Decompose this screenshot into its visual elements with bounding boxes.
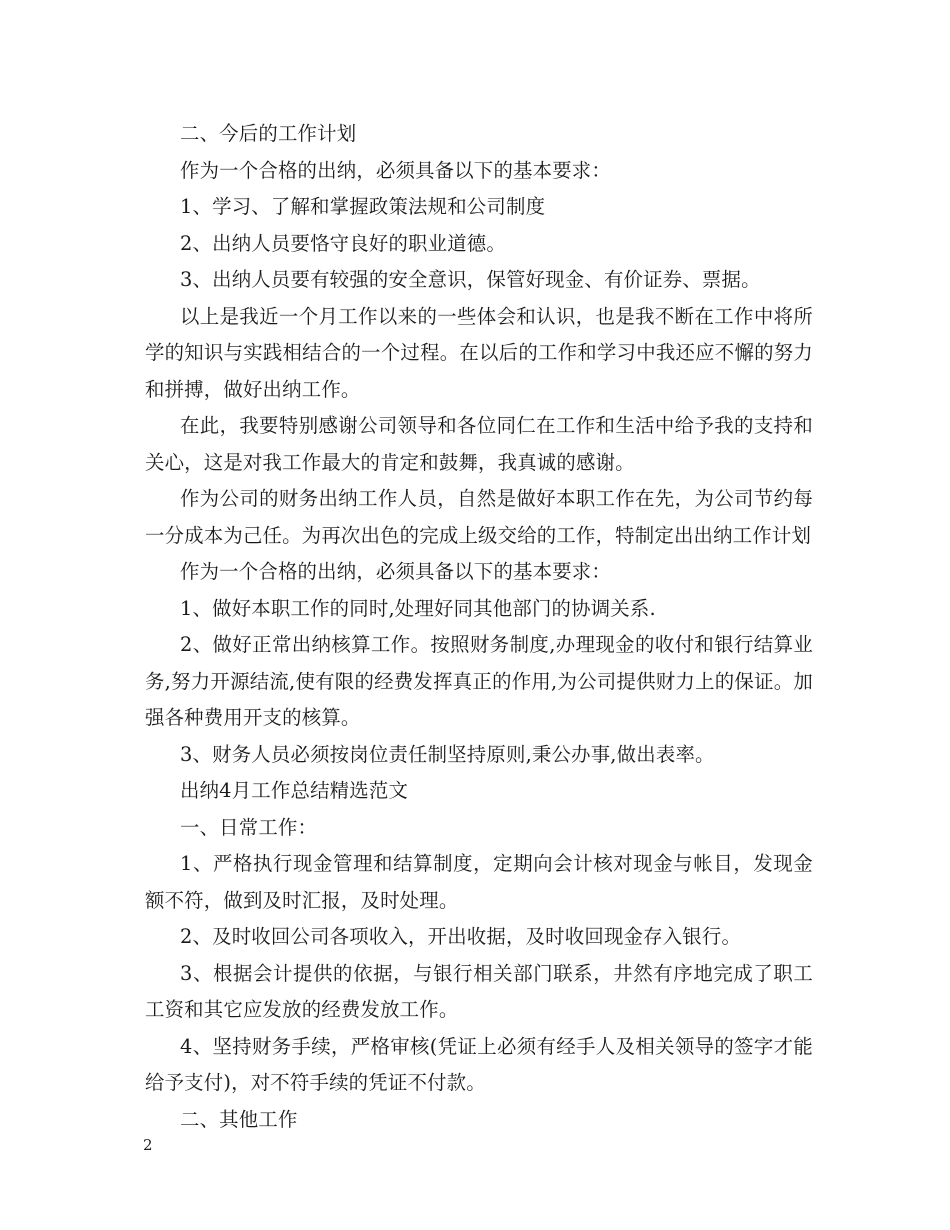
list-item: 1、做好本职工作的同时,处理好同其他部门的协调关系. bbox=[180, 596, 656, 620]
paragraph: 在此，我要特别感谢公司领导和各位同仁在工作和生活中给予我的支持和关心，这是对我工作最大的肯定和鼓舞，我真诚的感谢。 bbox=[145, 414, 813, 474]
paragraph: 作为公司的财务出纳工作人员，自然是做好本职工作在先，为公司节约每一分成本为己任。为再次出色的完成上级交给的工作，特制定出出纳工作计划 bbox=[145, 487, 813, 547]
list-item: 2、做好正常出纳核算工作。按照财务制度,办理现金的收付和银行结算业务,努力开源结流,使有限的经费发挥真正的作用,为公司提供财力上的保证。加强各种费用开支的核算。 bbox=[145, 633, 813, 729]
list-item: 1、学习、了解和掌握政策法规和公司制度 bbox=[180, 195, 546, 218]
document-body bbox=[145, 116, 813, 1138]
list-item: 2、出纳人员要恪守良好的职业道德。 bbox=[180, 231, 506, 255]
list-item: 1、严格执行现金管理和结算制度，定期向会计核对现金与帐目，发现金额不符，做到及时汇报，及时处理。 bbox=[145, 852, 813, 912]
paragraph: 以上是我近一个月工作以来的一些体会和认识，也是我不断在工作中将所学的知识与实践相结合的一个过程。在以后的工作和学习中我还应不懈的努力和拼搏，做好出纳工作。 bbox=[145, 304, 813, 401]
heading-other-work: 二、其他工作 bbox=[180, 1107, 298, 1131]
section-title: 出纳4月工作总结精选范文 bbox=[180, 779, 409, 802]
list-item: 3、出纳人员要有较强的安全意识，保管好现金、有价证券、票据。 bbox=[180, 268, 761, 291]
list-item: 3、财务人员必须按岗位责任制坚持原则,秉公办事,做出表率。 bbox=[180, 742, 715, 766]
page-number: 2 bbox=[143, 1136, 153, 1154]
list-item: 2、及时收回公司各项收入，开出收据，及时收回现金存入银行。 bbox=[180, 925, 742, 948]
heading-future-plan: 二、今后的工作计划 bbox=[180, 122, 357, 145]
paragraph: 作为一个合格的出纳，必须具备以下的基本要求： bbox=[180, 158, 611, 182]
list-item: 3、根据会计提供的依据，与银行相关部门联系，井然有序地完成了职工工资和其它应发放的经费发放工作。 bbox=[145, 961, 813, 1021]
list-item: 4、坚持财务手续，严格审核(凭证上必须有经手人及相关领导的签字才能给予支付)，对不符手续的凭证不付款。 bbox=[145, 1034, 813, 1094]
paragraph: 作为一个合格的出纳，必须具备以下的基本要求： bbox=[180, 560, 611, 583]
heading-daily-work: 一、日常工作： bbox=[180, 815, 318, 839]
